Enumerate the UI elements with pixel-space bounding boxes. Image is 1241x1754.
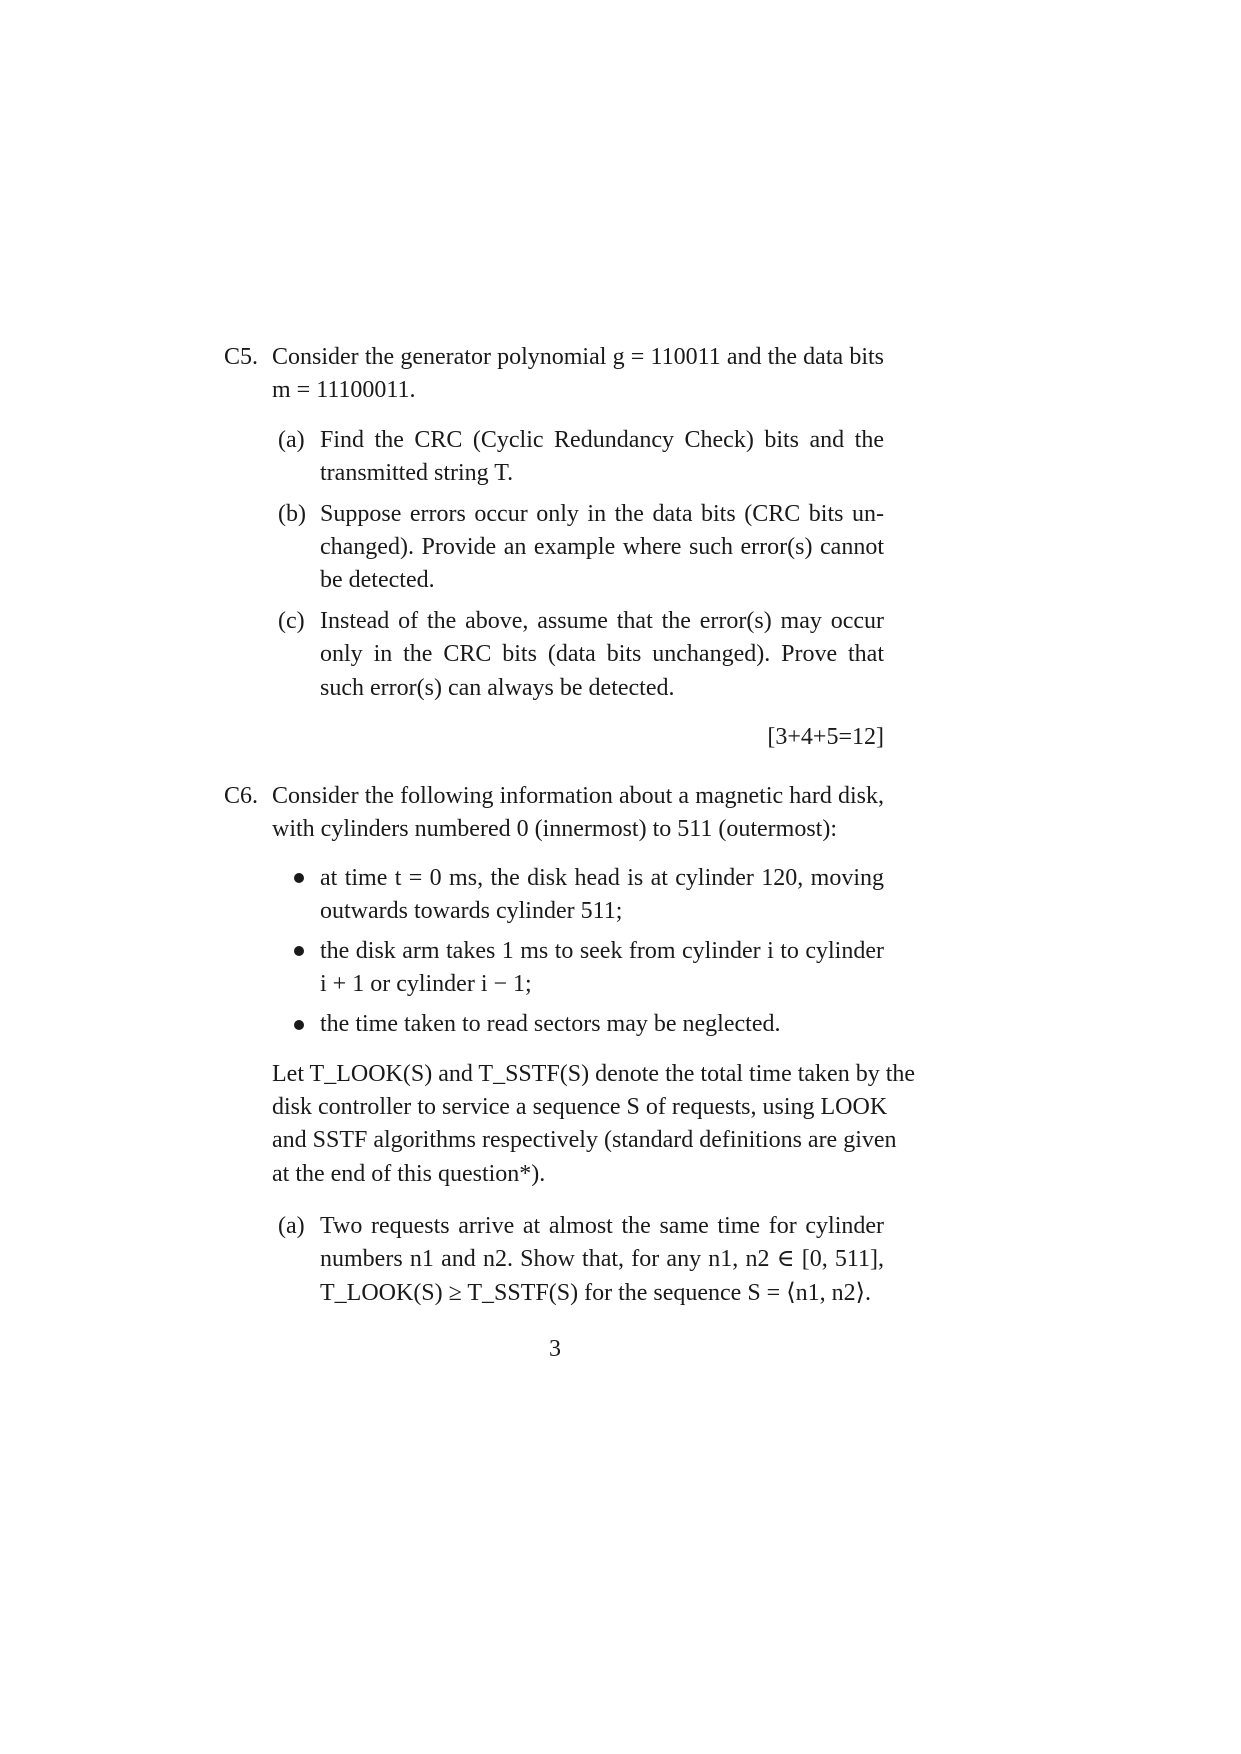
part-label: (a) [278,427,305,453]
text-line: numbers n1 and n2. Show that, for any n1, n2 ∈ [0, 511], [320,1246,884,1272]
text-line: Instead of the above, assume that the error(s) may occur [320,608,884,634]
text-line: at time t = 0 ms, the disk head is at cylinder 120, moving [320,865,884,891]
text-line: transmitted string T. [320,460,514,486]
text-line: and SSTF algorithms respectively (standard definitions are given [272,1127,897,1153]
text-line: Suppose errors occur only in the data bits (CRC bits un- [320,501,884,527]
question-label: C6. [224,783,259,809]
text-line: Find the CRC (Cyclic Redundancy Check) bits and the [320,427,884,453]
bullet-icon [294,873,304,883]
text-line: Consider the generator polynomial g = 110011 and the data bits [272,344,884,370]
text-line: disk controller to service a sequence S of requests, using LOOK [272,1094,888,1120]
page-number: 3 [549,1336,561,1362]
text-line: T_LOOK(S) ≥ T_SSTF(S) for the sequence S = ⟨n1, n2⟩. [320,1280,871,1306]
text-line: Consider the following information about a magnetic hard disk, [272,783,884,809]
marks: [3+4+5=12] [767,724,884,750]
text-line: with cylinders numbered 0 (innermost) to 511 (outermost): [272,816,837,842]
text-line: the disk arm takes 1 ms to seek from cylinder i to cylinder [320,938,884,964]
text-line: Two requests arrive at almost the same time for cylinder [320,1213,884,1239]
part-label: (a) [278,1213,305,1239]
text-line: changed). Provide an example where such error(s) cannot [320,534,884,560]
text-line: the time taken to read sectors may be neglected. [320,1011,781,1037]
text-line: be detected. [320,567,435,593]
text-line: such error(s) can always be detected. [320,675,675,701]
text-line: m = 11100011. [272,377,416,403]
part-label: (b) [278,501,306,527]
bullet-icon [294,1020,304,1030]
bullet-icon [294,946,304,956]
text-line: only in the CRC bits (data bits unchanged). Prove that [320,641,884,667]
text-line: at the end of this question*). [272,1161,546,1187]
text-line: i + 1 or cylinder i − 1; [320,971,532,997]
part-label: (c) [278,608,305,634]
question-label: C5. [224,344,259,370]
text-line: Let T_LOOK(S) and T_SSTF(S) denote the total time taken by the [272,1061,916,1087]
text-line: outwards towards cylinder 511; [320,898,623,924]
